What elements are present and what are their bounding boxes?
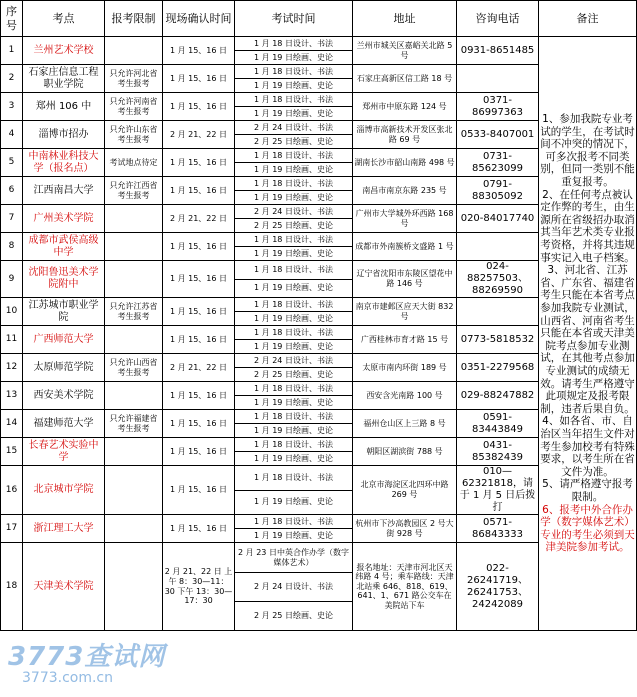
exam-session: 1 月 19 日绘画、史论 <box>235 312 353 326</box>
registration-limit <box>105 233 163 261</box>
phone: 0791-88305092 <box>457 177 539 205</box>
address: 石家庄高新区信工路 18 号 <box>353 65 457 93</box>
note-item: 1、参加我院专业考试的学生，在考试时间不冲突的情况下，可多次报考不同类别，但同一类别不能重复报考。 <box>540 113 635 189</box>
exam-site: 江苏城市职业学院 <box>23 298 105 326</box>
exam-site: 沈阳鲁迅美术学院附中 <box>23 261 105 298</box>
note-item: 2、在任何考点被认定作弊的考生，由生源所在省级招办取消其当年艺术类专业报考资格，并将其违规事实记入电子档案。 <box>540 188 635 264</box>
watermark-main: 3773查试网 <box>8 642 166 672</box>
exam-session: 2 月 24 日设计、书法 <box>235 573 353 602</box>
row-number: 5 <box>1 149 23 177</box>
phone: 0431-85382439 <box>457 438 539 466</box>
confirm-date: 1 月 15、16 日 <box>163 298 235 326</box>
exam-session: 1 月 19 日绘画、史论 <box>235 396 353 410</box>
confirm-date: 1 月 15、16 日 <box>163 466 235 515</box>
exam-session: 1 月 18 日设计、书法 <box>235 466 353 491</box>
registration-limit: 只允许江西省考生报考 <box>105 177 163 205</box>
row-number: 12 <box>1 354 23 382</box>
registration-limit <box>105 382 163 410</box>
confirm-date: 1 月 15、16 日 <box>163 37 235 65</box>
exam-site: 北京城市学院 <box>23 466 105 515</box>
phone <box>457 233 539 261</box>
registration-limit <box>105 261 163 298</box>
exam-session: 1 月 19 日绘画、史论 <box>235 107 353 121</box>
address: 南昌市南京东路 235 号 <box>353 177 457 205</box>
exam-site: 淄博市招办 <box>23 121 105 149</box>
confirm-date: 1 月 15、16 日 <box>163 65 235 93</box>
confirm-date: 1 月 15、16 日 <box>163 233 235 261</box>
header-no: 序号 <box>1 1 23 37</box>
address: 北京市海淀区北四环中路 269 号 <box>353 466 457 515</box>
phone <box>457 65 539 93</box>
exam-site: 兰州艺术学校 <box>23 37 105 65</box>
address: 杭州市下沙高教园区 2 号大街 928 号 <box>353 515 457 543</box>
address: 福州仓山区上三路 8 号 <box>353 410 457 438</box>
exam-session: 1 月 18 日设计、书法 <box>235 65 353 79</box>
header-limit: 报考限制 <box>105 1 163 37</box>
exam-session: 1 月 18 日设计、书法 <box>235 382 353 396</box>
registration-limit <box>105 326 163 354</box>
exam-session: 2 月 25 日绘画、史论 <box>235 135 353 149</box>
header-notes: 备注 <box>539 1 637 37</box>
row-number: 3 <box>1 93 23 121</box>
exam-site: 石家庄信息工程职业学院 <box>23 65 105 93</box>
exam-site: 福建师范大学 <box>23 410 105 438</box>
exam-session: 1 月 19 日绘画、史论 <box>235 279 353 298</box>
exam-session: 1 月 18 日设计、书法 <box>235 515 353 529</box>
row-number: 7 <box>1 205 23 233</box>
confirm-date: 1 月 15、16 日 <box>163 149 235 177</box>
registration-limit: 只允许山东省考生报考 <box>105 121 163 149</box>
notes-cell <box>539 37 637 631</box>
exam-session: 2 月 25 日绘画、史论 <box>235 602 353 631</box>
phone: 020-84017740 <box>457 205 539 233</box>
exam-site: 天津美术学院 <box>23 543 105 631</box>
table-body <box>1 37 637 631</box>
address: 兰州市城关区嘉峪关北路 5 号 <box>353 37 457 65</box>
confirm-date: 1 月 15、16 日 <box>163 93 235 121</box>
exam-site: 郑州 106 中 <box>23 93 105 121</box>
exam-session: 2 月 24 日设计、书法 <box>235 205 353 219</box>
exam-session: 1 月 19 日绘画、史论 <box>235 51 353 65</box>
address: 湖南长沙市韶山南路 498 号 <box>353 149 457 177</box>
address: 广州市大学城外环西路 168 号 <box>353 205 457 233</box>
exam-site: 中南林业科技大学（报名点） <box>23 149 105 177</box>
address: 广西桂林市育才路 15 号 <box>353 326 457 354</box>
exam-site: 长春艺术实验中学 <box>23 438 105 466</box>
exam-site: 浙江理工大学 <box>23 515 105 543</box>
phone: 0931-8651485 <box>457 37 539 65</box>
exam-session: 1 月 19 日绘画、史论 <box>235 163 353 177</box>
exam-session: 1 月 19 日绘画、史论 <box>235 79 353 93</box>
exam-session: 2 月 25 日绘画、史论 <box>235 368 353 382</box>
exam-session: 1 月 19 日绘画、史论 <box>235 191 353 205</box>
confirm-date: 1 月 15、16 日 <box>163 177 235 205</box>
address: 郑州市中原东路 124 号 <box>353 93 457 121</box>
row-number: 1 <box>1 37 23 65</box>
row-number: 4 <box>1 121 23 149</box>
phone: 0731-85623099 <box>457 149 539 177</box>
registration-limit <box>105 438 163 466</box>
phone <box>457 298 539 326</box>
phone: 022-26241719、26241753、24242089 <box>457 543 539 631</box>
phone: 024-88257503、88269590 <box>457 261 539 298</box>
exam-session: 1 月 18 日设计、书法 <box>235 410 353 424</box>
exam-session: 1 月 18 日设计、书法 <box>235 326 353 340</box>
exam-site: 西安美术学院 <box>23 382 105 410</box>
row-number: 17 <box>1 515 23 543</box>
confirm-date: 1 月 15、16 日 <box>163 382 235 410</box>
exam-session: 2 月 25 日绘画、史论 <box>235 219 353 233</box>
address: 西安含光南路 100 号 <box>353 382 457 410</box>
note-item: 5、请严格遵守报考限制。 <box>542 478 633 503</box>
exam-session: 1 月 18 日设计、书法 <box>235 298 353 312</box>
phone: 0773-5818532 <box>457 326 539 354</box>
row-number: 10 <box>1 298 23 326</box>
confirm-date: 1 月 15、16 日 <box>163 515 235 543</box>
registration-limit <box>105 466 163 515</box>
registration-limit: 只允许山西省考生报考 <box>105 354 163 382</box>
phone: 010—62321818，请于 1 月 5 日后拨打 <box>457 466 539 515</box>
phone: 0533-8407001 <box>457 121 539 149</box>
exam-session: 1 月 19 日绘画、史论 <box>235 490 353 515</box>
registration-limit <box>105 515 163 543</box>
address: 成都市外南簇桥文盛路 1 号 <box>353 233 457 261</box>
confirm-date: 1 月 15、16 日 <box>163 438 235 466</box>
exam-session: 1 月 19 日绘画、史论 <box>235 340 353 354</box>
row-number: 11 <box>1 326 23 354</box>
phone: 0371-86997363 <box>457 93 539 121</box>
exam-session: 1 月 18 日设计、书法 <box>235 438 353 452</box>
phone: 0571-86843333 <box>457 515 539 543</box>
phone: 0591-83443849 <box>457 410 539 438</box>
confirm-date: 1 月 15、16 日 <box>163 326 235 354</box>
registration-limit: 只允许福建省考生报考 <box>105 410 163 438</box>
address: 辽宁省沈阳市东陵区望花中路 146 号 <box>353 261 457 298</box>
exam-session: 1 月 18 日设计、书法 <box>235 37 353 51</box>
exam-site: 广州美术学院 <box>23 205 105 233</box>
exam-session: 1 月 18 日设计、书法 <box>235 149 353 163</box>
exam-session: 2 月 24 日设计、书法 <box>235 354 353 368</box>
row-number: 2 <box>1 65 23 93</box>
header-phone: 咨询电话 <box>457 1 539 37</box>
exam-session: 1 月 19 日绘画、史论 <box>235 247 353 261</box>
row-number: 16 <box>1 466 23 515</box>
header-address: 地址 <box>353 1 457 37</box>
row-number: 8 <box>1 233 23 261</box>
exam-session: 1 月 19 日绘画、史论 <box>235 424 353 438</box>
watermark-sub: 3773.com.cn <box>22 670 113 686</box>
row-number: 18 <box>1 543 23 631</box>
confirm-date: 2 月 21、22 日 上午 8：30—11：30 下午 13：30—17：30 <box>163 543 235 631</box>
registration-limit <box>105 37 163 65</box>
address: 淄博市高新技术开发区张北路 69 号 <box>353 121 457 149</box>
confirm-date: 1 月 15、16 日 <box>163 261 235 298</box>
registration-limit <box>105 543 163 631</box>
confirm-date: 2 月 21、22 日 <box>163 354 235 382</box>
exam-site: 广西师范大学 <box>23 326 105 354</box>
registration-limit: 只允许河北省考生报考 <box>105 65 163 93</box>
exam-session: 2 月 23 日中英合作办学（数字媒体艺术） <box>235 543 353 573</box>
header-exam: 考试时间 <box>235 1 353 37</box>
note-item: 4、如各省、市、自治区当年招生文件对考生参加校考有特殊要求，以考生所在省文件为准。 <box>540 415 635 478</box>
note-item: 3、河北省、江苏省、广东省、福建省考生只能在本省考点参加我院专业测试，山西省、河南省考生只能在本省或天津美院考点参加专业测试，在其他考点参加专业测试的成绩无效。请考生严格遵守此项规定及报考限制，违者后果自负。 <box>540 264 635 415</box>
exam-session: 1 月 18 日设计、书法 <box>235 233 353 247</box>
confirm-date: 2 月 21、22 日 <box>163 121 235 149</box>
row-number: 13 <box>1 382 23 410</box>
address: 南京市建邺区应天大街 832 号 <box>353 298 457 326</box>
registration-limit: 只允许江苏省考生报考 <box>105 298 163 326</box>
address: 朝阳区湖滨街 788 号 <box>353 438 457 466</box>
address: 报名地址：天津市河北区天纬路 4 号；乘车路线：天津北站乘 646、818、619、641、1、671 路公交车在美院站下车 <box>353 543 457 631</box>
exam-session: 1 月 19 日绘画、史论 <box>235 529 353 543</box>
exam-site: 成都市武侯高级中学 <box>23 233 105 261</box>
row-number: 14 <box>1 410 23 438</box>
confirm-date: 1 月 15、16 日 <box>163 410 235 438</box>
registration-limit: 只允许河南省考生报考 <box>105 93 163 121</box>
phone: 029-88247882 <box>457 382 539 410</box>
table-row <box>1 37 637 51</box>
row-number: 15 <box>1 438 23 466</box>
address: 太原市南内环街 189 号 <box>353 354 457 382</box>
row-number: 6 <box>1 177 23 205</box>
exam-session: 1 月 18 日设计、书法 <box>235 177 353 191</box>
header-row <box>1 1 637 37</box>
exam-session: 1 月 18 日设计、书法 <box>235 93 353 107</box>
exam-session: 1 月 18 日设计、书法 <box>235 261 353 280</box>
row-number: 9 <box>1 261 23 298</box>
watermark <box>8 636 178 692</box>
exam-session: 2 月 24 日设计、书法 <box>235 121 353 135</box>
registration-limit <box>105 205 163 233</box>
exam-site: 江西南昌大学 <box>23 177 105 205</box>
note-item-red: 6、报考中外合作办学（数字媒体艺术）专业的考生必须到天津美院参加考试。 <box>540 503 635 554</box>
registration-limit: 考试地点待定 <box>105 149 163 177</box>
exam-site: 太原师范学院 <box>23 354 105 382</box>
phone: 0351-2279568 <box>457 354 539 382</box>
header-confirm: 现场确认时间 <box>163 1 235 37</box>
exam-session: 1 月 19 日绘画、史论 <box>235 452 353 466</box>
header-site: 考点 <box>23 1 105 37</box>
confirm-date: 2 月 21、22 日 <box>163 205 235 233</box>
